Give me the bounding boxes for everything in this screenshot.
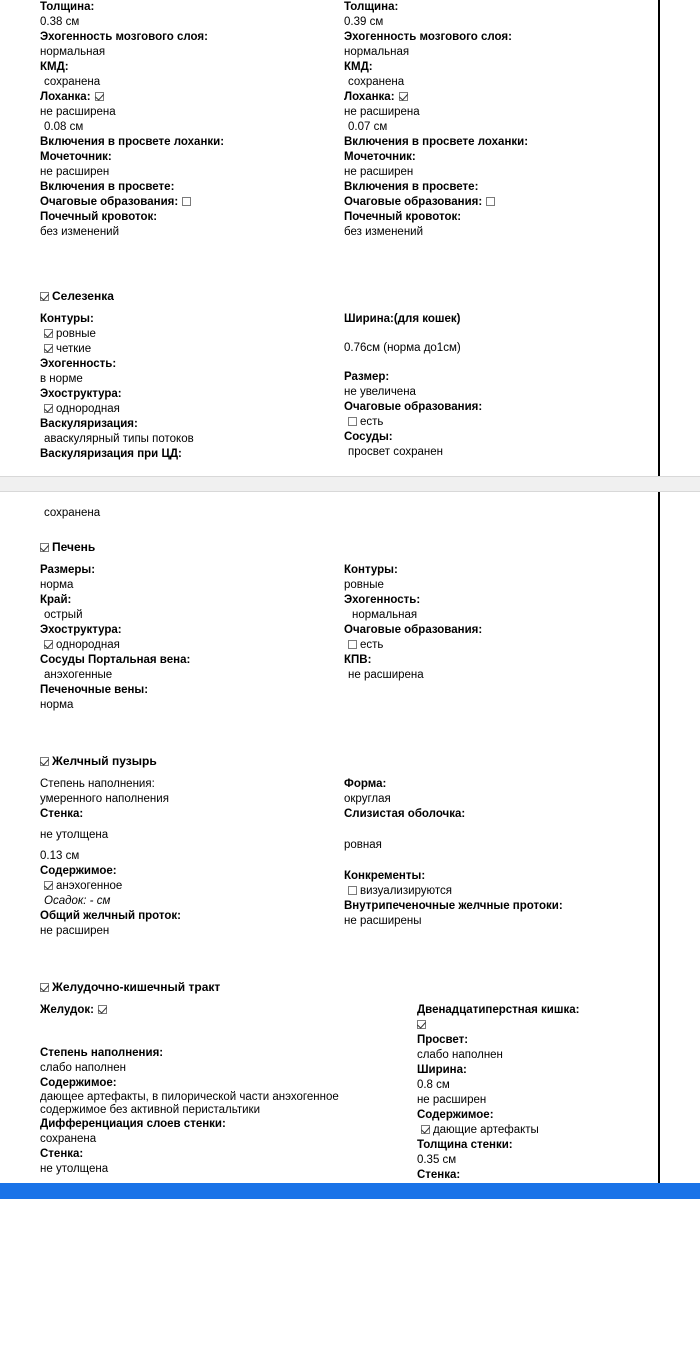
right-pelvis-inclusions-label: Включения в просвете лоханки: <box>344 136 529 148</box>
liver-contours-label: Контуры: <box>344 564 398 576</box>
liver-hepatic-veins-value: норма <box>40 699 74 711</box>
gallbladder-section-header <box>40 753 648 769</box>
left-pelvis-checkbox[interactable] <box>95 92 104 101</box>
spleen-echogenicity-value: в норме <box>40 373 83 385</box>
spleen-contours-label: Контуры: <box>40 313 94 325</box>
liver-hepatic-veins-label: Печеночные вены: <box>40 684 149 696</box>
duodenum-wall-thickness-value: 0.35 см <box>416 1154 457 1166</box>
duodenum-checkbox-row <box>417 1018 648 1033</box>
git-stomach-column <box>40 1003 417 1183</box>
spleen-right-column <box>344 312 648 462</box>
liver-portal-vein-value: анэхогенные <box>44 669 113 681</box>
duodenum-width-label: Ширина: <box>416 1064 467 1076</box>
duodenum-label: Двенадцатиперстная кишка: <box>416 1004 580 1016</box>
liver-echogenicity-label: Эхогенность: <box>344 594 421 606</box>
liver-kpv-value: не расширена <box>348 669 424 681</box>
gallbladder-columns <box>40 777 648 939</box>
left-thickness-value: 0.38 см <box>40 16 80 28</box>
left-pelvis-label: Лоханка: <box>40 91 91 103</box>
liver-focal-label: Очаговые образования: <box>344 624 483 636</box>
liver-sizes-label: Размеры: <box>40 564 96 576</box>
right-pelvis-checkbox[interactable] <box>399 92 408 101</box>
liver-checkbox[interactable] <box>40 543 49 552</box>
liver-focal-checkbox[interactable] <box>348 640 357 649</box>
stomach-filling-row <box>40 1046 407 1061</box>
gallbladder-filling-value: умеренного наполнения <box>40 793 169 805</box>
right-ureter-value: не расширен <box>344 166 414 178</box>
gallbladder-common-duct-label: Общий желчный проток: <box>40 910 182 922</box>
page-kidneys-spleen <box>0 0 700 476</box>
right-medulla-echogenicity-value: нормальная <box>344 46 410 58</box>
duodenum-wall-thickness-label: Толщина стенки: <box>416 1139 513 1151</box>
liver-kpv-label: КПВ: <box>344 654 372 666</box>
liver-columns <box>40 563 648 713</box>
right-focal-checkbox[interactable] <box>486 197 495 206</box>
gallbladder-content-value: анэхогенное <box>56 880 123 892</box>
git-checkbox[interactable] <box>40 983 49 992</box>
liver-sizes-value: норма <box>40 579 74 591</box>
right-renal-bloodflow-label: Почечный кровоток: <box>344 211 462 223</box>
spleen-width-value: 0.76см (норма до1см) <box>344 342 461 354</box>
left-focal-checkbox[interactable] <box>182 197 191 206</box>
liver-echostructure-value: однородная <box>56 639 120 651</box>
left-pelvis-value1: не расширена <box>40 106 116 118</box>
gallbladder-shape-label: Форма: <box>344 778 387 790</box>
stomach-wall-differentiation-value: сохранена <box>40 1133 97 1145</box>
right-kmd-label: КМД: <box>344 61 373 73</box>
spleen-contours-option-even <box>40 327 338 342</box>
right-ureter-label: Мочеточник: <box>344 151 416 163</box>
right-thickness-value: 0.39 см <box>344 16 384 28</box>
gallbladder-mucosa-label: Слизистая оболочка: <box>344 808 466 820</box>
gallbladder-intrahepatic-label: Внутрипеченочные желчные протоки: <box>344 900 563 912</box>
left-lumen-inclusions-label: Включения в просвете: <box>40 181 175 193</box>
gallbladder-sediment-value: Осадок: - см <box>44 895 111 907</box>
liver-focal-value: есть <box>360 639 384 651</box>
spleen-contours-clear-checkbox[interactable] <box>44 344 53 353</box>
spleen-focal-value-row <box>344 415 642 430</box>
right-medulla-echogenicity-label: Эхогенность мозгового слоя: <box>344 31 512 43</box>
left-pelvis-inclusions-label: Включения в просвете лоханки: <box>40 136 225 148</box>
liver-focal-row <box>344 638 642 653</box>
stomach-wall-value: не утолщена <box>40 1163 109 1175</box>
git-title: Желудочно-кишечный тракт <box>52 980 221 994</box>
gallbladder-content-label: Содержимое: <box>40 865 117 877</box>
liver-edge-value: острый <box>44 609 83 621</box>
right-pelvis-value2: 0.07 см <box>348 121 388 133</box>
spleen-echostructure-value-row <box>40 402 338 417</box>
duodenum-checkbox[interactable] <box>417 1020 426 1029</box>
spleen-vessels-label: Сосуды: <box>344 431 393 443</box>
stomach-checkbox[interactable] <box>98 1005 107 1014</box>
spleen-vascularization-value: аваскулярный типы потоков <box>44 433 194 445</box>
kidney-left-column <box>40 0 344 240</box>
spleen-contours-even-label: ровные <box>56 328 96 340</box>
liver-contours-value: ровные <box>344 579 384 591</box>
stomach-content-label: Содержимое: <box>40 1077 117 1089</box>
spleen-checkbox[interactable] <box>40 292 49 301</box>
stomach-wall-differentiation-label: Дифференциация слоев стенки: <box>40 1118 226 1130</box>
gallbladder-wall-value2: 0.13 см <box>40 850 80 862</box>
page-separator <box>0 476 700 492</box>
spleen-size-value: не увеличена <box>344 386 416 398</box>
left-thickness-label: Толщина: <box>40 1 95 13</box>
liver-section-header <box>40 539 648 555</box>
gallbladder-title: Желчный пузырь <box>52 754 157 768</box>
page2-top-value: сохранена <box>44 507 101 519</box>
page-liver-gallbladder-git <box>0 492 700 1183</box>
spleen-title: Селезенка <box>52 289 114 303</box>
right-kmd-value: сохранена <box>348 76 405 88</box>
liver-echogenicity-value: нормальная <box>352 609 418 621</box>
spleen-echostructure-checkbox[interactable] <box>44 404 53 413</box>
gallbladder-left-column <box>40 777 344 939</box>
gallbladder-wall-label: Стенка: <box>40 808 84 820</box>
gallbladder-mucosa-value: ровная <box>344 839 382 851</box>
kidney-right-column <box>344 0 648 240</box>
liver-left-column <box>40 563 344 713</box>
gallbladder-shape-value: округлая <box>344 793 391 805</box>
duodenum-lumen-value: слабо наполнен <box>416 1049 503 1061</box>
page2-content <box>40 492 660 1183</box>
git-duodenum-column <box>417 1003 648 1183</box>
spleen-contours-even-checkbox[interactable] <box>44 329 53 338</box>
duodenum-width-value1: 0.8 см <box>416 1079 450 1091</box>
right-lumen-inclusions-label: Включения в просвете: <box>344 181 479 193</box>
left-pelvis-row <box>40 90 338 105</box>
stomach-content-value: дающее артефакты, в пилорической части анэхогенное содержимое без активной перистальтики <box>40 1091 339 1116</box>
liver-title: Печень <box>52 540 96 554</box>
left-ureter-value: не расширен <box>40 166 110 178</box>
stomach-label-row <box>40 1003 407 1018</box>
spleen-vessels-value: просвет сохранен <box>348 446 444 458</box>
kidneys-columns <box>40 0 648 240</box>
left-focal-row <box>40 195 338 210</box>
duodenum-content-value: дающие артефакты <box>432 1124 539 1136</box>
right-renal-bloodflow-value: без изменений <box>344 226 424 238</box>
duodenum-lumen-label: Просвет: <box>416 1034 469 1046</box>
gallbladder-intrahepatic-value: не расширены <box>344 915 422 927</box>
spleen-vascularization-cd-label: Васкуляризация при ЦД: <box>40 448 182 460</box>
spleen-focal-label: Очаговые образования: <box>344 401 483 413</box>
spleen-contours-clear-label: четкие <box>56 343 92 355</box>
stomach-filling-label: Степень наполнения: <box>40 1047 164 1059</box>
gallbladder-content-checkbox[interactable] <box>44 881 53 890</box>
liver-echostructure-row <box>40 638 338 653</box>
spleen-echostructure-value: однородная <box>56 403 120 415</box>
spleen-contours-option-clear <box>40 342 338 357</box>
right-thickness-label: Толщина: <box>344 1 399 13</box>
left-ureter-label: Мочеточник: <box>40 151 112 163</box>
duodenum-content-checkbox[interactable] <box>421 1125 430 1134</box>
gallbladder-stones-checkbox[interactable] <box>348 886 357 895</box>
gallbladder-right-column <box>344 777 648 939</box>
left-pelvis-value2: 0.08 см <box>44 121 84 133</box>
left-focal-label: Очаговые образования: <box>40 196 179 208</box>
spleen-size-label: Размер: <box>344 371 390 383</box>
left-medulla-echogenicity-value: нормальная <box>40 46 106 58</box>
spleen-section-header <box>40 288 648 304</box>
duodenum-wall-label: Стенка: <box>416 1169 461 1181</box>
gallbladder-stones-value: визуализируются <box>360 885 453 897</box>
spleen-columns <box>40 312 648 462</box>
liver-right-column <box>344 563 648 713</box>
spleen-width-label: Ширина:(для кошек) <box>344 313 461 325</box>
stomach-filling-value: слабо наполнен <box>40 1062 126 1074</box>
liver-echostructure-label: Эхоструктура: <box>40 624 122 636</box>
right-pelvis-label: Лоханка: <box>344 91 395 103</box>
gallbladder-stones-row <box>344 884 642 899</box>
left-kmd-value: сохранена <box>44 76 101 88</box>
gallbladder-wall-value1: не утолщена <box>40 829 109 841</box>
liver-edge-label: Край: <box>40 594 72 606</box>
git-columns <box>40 1003 648 1183</box>
left-medulla-echogenicity-label: Эхогенность мозгового слоя: <box>40 31 208 43</box>
duodenum-content-row <box>417 1123 648 1138</box>
spleen-vascularization-label: Васкуляризация: <box>40 418 138 430</box>
liver-echostructure-checkbox[interactable] <box>44 640 53 649</box>
git-section-header <box>40 979 648 995</box>
spleen-left-column <box>40 312 344 462</box>
gallbladder-content-row <box>40 879 338 894</box>
spleen-echogenicity-label: Эхогенность: <box>40 358 117 370</box>
left-renal-bloodflow-label: Почечный кровоток: <box>40 211 158 223</box>
right-focal-label: Очаговые образования: <box>344 196 483 208</box>
liver-portal-vein-label: Сосуды Портальная вена: <box>40 654 191 666</box>
duodenum-width-value2: не расширен <box>416 1094 487 1106</box>
gallbladder-checkbox[interactable] <box>40 757 49 766</box>
stomach-wall-label: Стенка: <box>40 1148 84 1160</box>
right-pelvis-row <box>344 90 642 105</box>
stomach-label: Желудок: <box>40 1004 94 1016</box>
right-pelvis-value1: не расширена <box>344 106 420 118</box>
spleen-focal-checkbox[interactable] <box>348 417 357 426</box>
left-kmd-label: КМД: <box>40 61 69 73</box>
gallbladder-filling-label: Степень наполнения: <box>40 778 155 790</box>
spleen-echostructure-label: Эхоструктура: <box>40 388 122 400</box>
gallbladder-common-duct-value: не расширен <box>40 925 110 937</box>
spleen-focal-value: есть <box>360 416 384 428</box>
bottom-accent-bar <box>0 1183 700 1199</box>
duodenum-content-label: Содержимое: <box>416 1109 494 1121</box>
page1-content <box>40 0 660 476</box>
gallbladder-stones-label: Конкременты: <box>344 870 426 882</box>
right-focal-row <box>344 195 642 210</box>
left-renal-bloodflow-value: без изменений <box>40 226 120 238</box>
